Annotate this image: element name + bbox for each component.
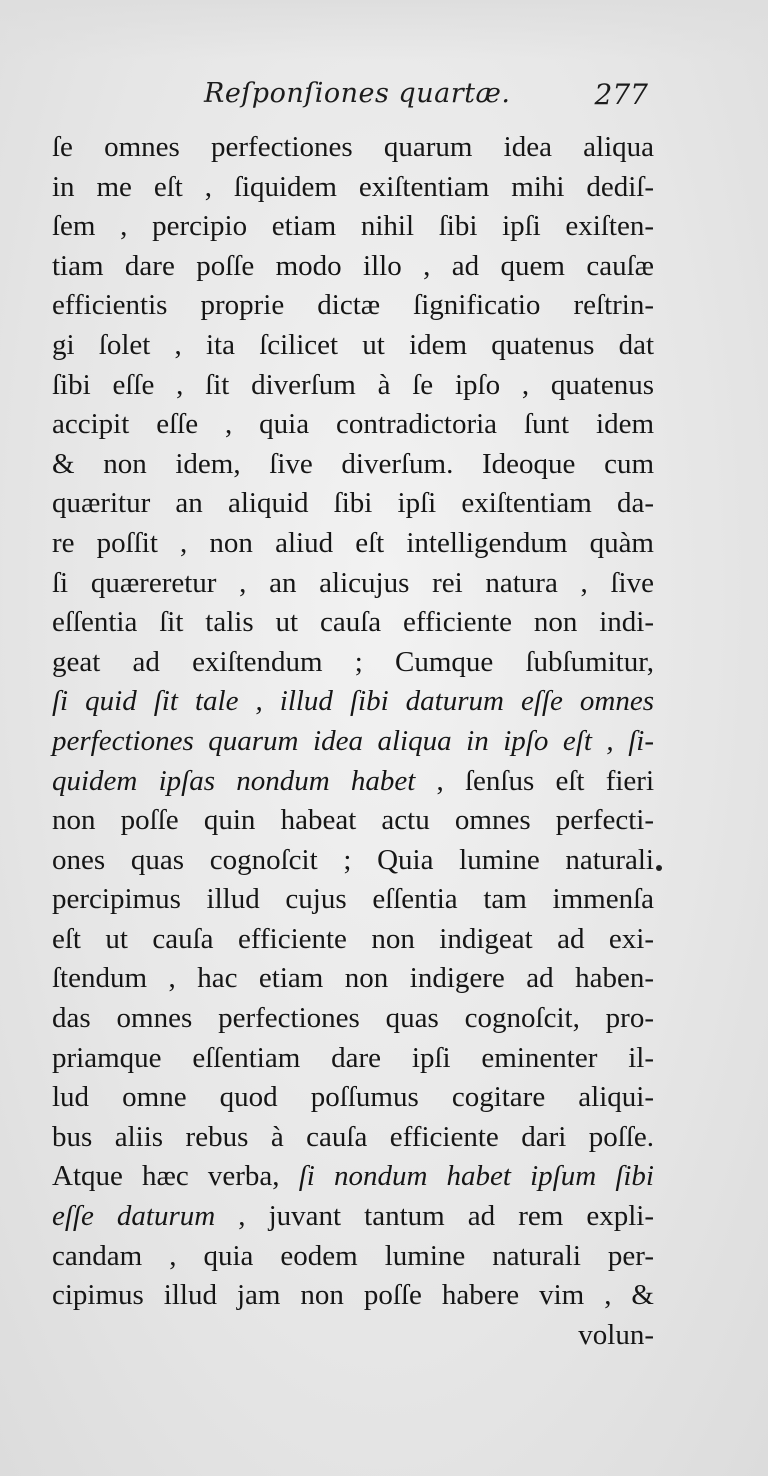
text-line [52, 1157, 654, 1197]
text-segment: accipit eſſe , quia contradictoria ſunt idem [52, 408, 654, 441]
text-segment: ſibi eſſe , ſit diverſum à ſe ipſo , quatenus [52, 368, 654, 401]
italic-segment: eſſe daturum [52, 1200, 216, 1233]
text-line [52, 1078, 654, 1118]
text-segment: non poſſe quin habeat actu omnes perfecti- [52, 804, 654, 837]
text-line [52, 999, 654, 1039]
text-line [52, 128, 654, 168]
text-line [52, 286, 654, 326]
text-segment: volun- [578, 1318, 654, 1351]
text-segment: eſt ut cauſa efficiente non indigeat ad exi- [52, 922, 654, 955]
text-segment: ſtendum , hac etiam non indigere ad haben- [52, 962, 654, 995]
text-line [52, 207, 654, 247]
text-line [52, 524, 654, 564]
text-segment: ſem , percipio etiam nihil ſibi ipſi exiſten- [52, 210, 654, 243]
text-segment: tiam dare poſſe modo illo , ad quem cauſæ [52, 249, 654, 282]
text-segment: geat ad exiſtendum ; Cumque ſubſumitur, [52, 645, 654, 678]
text-line [52, 1237, 654, 1277]
text-segment: , juvant tantum ad rem expli- [215, 1200, 654, 1233]
text-segment: candam , quia eodem lumine naturali per- [52, 1239, 654, 1272]
text-line [52, 326, 654, 366]
text-segment: re poſſit , non aliud eſt intelligendum quàm [52, 526, 654, 559]
text-line [52, 722, 654, 762]
text-line [52, 484, 654, 524]
show-through-shadow [0, 0, 768, 60]
text-line [52, 366, 654, 406]
text-segment: & non idem, ſive diverſum. Ideoque cum [52, 447, 654, 480]
text-segment: gi ſolet , ita ſcilicet ut idem quatenus dat [52, 328, 654, 361]
text-line [52, 920, 654, 960]
text-segment: ones quas cognoſcit ; Quia lumine naturali [52, 843, 654, 876]
text-line [52, 1316, 654, 1356]
text-segment: efficientis proprie dictæ ſignificatio reſtrin- [52, 289, 654, 322]
text-line [52, 1039, 654, 1079]
text-line [52, 959, 654, 999]
text-line [52, 168, 654, 208]
text-line [52, 247, 654, 287]
text-segment: cipimus illud jam non poſſe habere vim , & [52, 1279, 654, 1312]
text-segment: bus aliis rebus à cauſa efficiente dari poſſe. [52, 1120, 654, 1153]
text-line [52, 762, 654, 802]
text-line [52, 603, 654, 643]
running-title: Reſponſiones quartæ. [204, 78, 511, 109]
body-text [52, 128, 654, 1355]
text-segment: das omnes perfectiones quas cognoſcit, pro- [52, 1002, 654, 1035]
text-segment: Atque hæc verba, [52, 1160, 299, 1193]
text-line [52, 1197, 654, 1237]
text-segment: , ſenſus eſt fieri [415, 764, 654, 797]
text-segment: in me eſt , ſiquidem exiſtentiam mihi dediſ- [52, 170, 654, 203]
italic-segment: ſi quid ſit tale , illud ſibi daturum eſſe omnes [52, 685, 654, 718]
text-line [52, 1118, 654, 1158]
text-segment: ſi quæreretur , an alicujus rei natura , ſive [52, 566, 654, 599]
text-line [52, 1276, 654, 1316]
text-line [52, 801, 654, 841]
text-segment: quæritur an aliquid ſibi ipſi exiſtentiam da- [52, 487, 654, 520]
text-segment: eſſentia ſit talis ut cauſa efficiente non indi- [52, 606, 654, 639]
text-segment: priamque eſſentiam dare ipſi eminenter il- [52, 1041, 654, 1074]
text-line [52, 880, 654, 920]
text-line [52, 445, 654, 485]
text-segment: ſe omnes perfectiones quarum idea aliqua [52, 131, 654, 163]
italic-segment: ſi nondum habet ipſum ſibi [298, 1160, 654, 1193]
page-number: 277 [594, 78, 648, 111]
text-line [52, 841, 654, 881]
text-line [52, 405, 654, 445]
text-segment: percipimus illud cujus eſſentia tam immenſa [52, 883, 654, 916]
text-line [52, 682, 654, 722]
italic-segment: perfectiones quarum idea aliqua in ipſo eſt , ſi- [52, 724, 654, 757]
page-header [52, 76, 652, 116]
text-segment: lud omne quod poſſumus cogitare aliqui- [52, 1081, 654, 1114]
text-line [52, 643, 654, 683]
italic-segment: quidem ipſas nondum habet [52, 764, 416, 797]
text-line [52, 564, 654, 604]
ink-speck [656, 865, 662, 871]
